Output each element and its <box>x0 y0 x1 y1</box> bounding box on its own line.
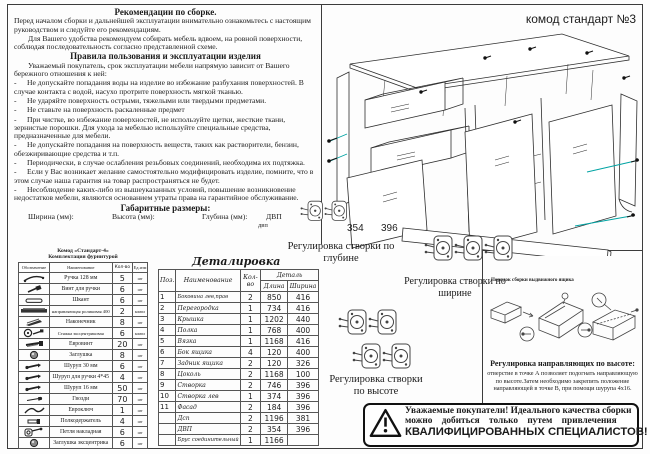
rule-item: - Несоблюдение каких-либо из вышеуказанных условий, повышение возникновение недостатков мебели, являются основанием утраты права на гарантийное обслуживание. <box>14 186 317 203</box>
pt-name-cell: Фасад <box>176 402 240 413</box>
rule-item: - Если у Вас возникает желание самостоятельно модифицировать изделие, помните, что в этом случае наша гарантия на товар распространяться не будет. <box>14 168 317 185</box>
pt-qty-cell: 2 <box>240 413 261 424</box>
hw-header-unit: Ед.изм <box>133 263 148 273</box>
parts-row <box>159 435 319 446</box>
hw-header-icon: Обозначение <box>19 263 50 273</box>
hw-qty-cell: 6 <box>112 361 132 372</box>
hinge-width-figure <box>424 232 522 271</box>
hw-name-cell: Шкант <box>49 295 112 306</box>
hw-unit-cell: шт <box>133 284 148 295</box>
parts-row <box>159 369 319 380</box>
nail-icon <box>19 394 50 405</box>
hw-name-cell: Шуруп 30 мм <box>49 361 112 372</box>
pt-name-cell: Створка лев <box>176 391 240 402</box>
parts-row <box>159 347 319 358</box>
hardware-row <box>19 350 148 361</box>
exploded-assembly-diagram <box>325 20 643 256</box>
hardware-title-line2: Комплектация фурнитурой <box>48 254 118 261</box>
rail-adjust-text: отверстие в точке А позволяет подогнать направляющую по высоте.Затем необходимо закрепить положение направляющей в точке В, при помощи шурупа 4х16. <box>487 370 638 393</box>
pt-length-cell: 1166 <box>261 435 288 446</box>
pt-name-cell: Дсп <box>176 413 240 424</box>
document-title: комод стандарт №3 <box>525 12 636 26</box>
pt-length-cell: 746 <box>261 380 288 391</box>
hardware-row <box>19 427 148 438</box>
hw-header-qty: Кол-во <box>112 263 132 273</box>
pt-header-detail: Деталь <box>261 270 319 281</box>
warning-triangle-icon <box>369 408 402 438</box>
hardware-row <box>19 372 148 383</box>
rules-title: Правила пользования и эксплуатации изделия <box>70 51 261 62</box>
hw-unit-cell: шт <box>133 427 148 438</box>
pt-header-pos: Поз. <box>159 270 176 292</box>
dowel-icon <box>19 295 50 306</box>
pt-width-cell: 396 <box>287 380 318 391</box>
hw-unit-cell: шт <box>133 394 148 405</box>
pt-width-cell: 416 <box>287 336 318 347</box>
hardware-row <box>19 317 148 328</box>
pt-length-cell: 1202 <box>261 314 288 325</box>
pt-qty-cell: 2 <box>240 402 261 413</box>
pt-pos-cell: 7 <box>159 358 176 369</box>
pt-length-cell: 768 <box>261 325 288 336</box>
parts-row <box>159 402 319 413</box>
hw-unit-cell: шт <box>133 405 148 416</box>
pt-width-cell: 396 <box>287 391 318 402</box>
pt-length-cell: 120 <box>261 347 288 358</box>
pt-pos-cell <box>159 435 176 446</box>
adjust-depth-caption: Регулировка створки по глубине <box>287 241 395 264</box>
hw-name-cell: Винт для ручки <box>49 284 112 295</box>
hw-unit-cell: шт <box>133 372 148 383</box>
pt-width-cell: 400 <box>287 347 318 358</box>
pt-qty-cell: 2 <box>240 358 261 369</box>
hw-qty-cell: 6 <box>112 438 132 449</box>
hw-qty-cell: 8 <box>112 317 132 328</box>
pt-width-cell: 396 <box>287 424 318 435</box>
pt-name-cell: Цоколь <box>176 369 240 380</box>
hw-name-cell: Ручка 128 мм <box>49 273 112 284</box>
pt-length-cell: 1168 <box>261 369 288 380</box>
screw-icon <box>19 372 50 383</box>
hw-unit-cell: компл <box>133 306 148 317</box>
hw-unit-cell: компл <box>133 328 148 339</box>
hw-name-cell: Петля накладная <box>49 427 112 438</box>
hinge-depth-figure <box>300 198 354 229</box>
pt-name-cell: Перегородка <box>176 303 240 314</box>
pt-width-cell: 416 <box>287 292 318 303</box>
pt-qty-cell: 1 <box>240 303 261 314</box>
pt-pos-cell: 3 <box>159 314 176 325</box>
parts-header-row <box>159 270 319 281</box>
shelf-support-icon <box>19 416 50 427</box>
hw-name-cell: Полкодержатель <box>49 416 112 427</box>
recommendations-section <box>14 7 317 223</box>
hw-qty-cell: 4 <box>112 416 132 427</box>
rule-item: - При чистке, во избежание поверхностей, не используйте щетки, жесткие ткани, зернистые порошки. Для ухода за мебелью используйте специальные средства, предназначенные для мебели. <box>14 116 317 141</box>
pt-header-name: Наименование <box>176 270 240 292</box>
eccentric-icon <box>19 328 50 339</box>
rule-item: - Не ударяйте поверхность острыми, тяжелыми или твердыми предметами. <box>14 97 317 105</box>
pt-pos-cell: 6 <box>159 347 176 358</box>
hardware-table <box>18 262 148 449</box>
pt-name-cell: Вязка <box>176 336 240 347</box>
rule-item: - Не ставьте на поверхность раскаленные предмет <box>14 106 317 114</box>
plug-icon <box>19 438 50 449</box>
hw-unit-cell: шт <box>133 317 148 328</box>
hardware-row <box>19 383 148 394</box>
pt-width-cell: 416 <box>287 303 318 314</box>
parts-row <box>159 413 319 424</box>
pt-header-length: Длина <box>261 281 288 292</box>
parts-table-title: Деталировка <box>192 255 281 268</box>
pt-pos-cell: 2 <box>159 303 176 314</box>
hw-name-cell: Заглушка эксцентрика <box>49 438 112 449</box>
pt-width-cell: 100 <box>287 369 318 380</box>
hw-unit-cell: шт <box>133 416 148 427</box>
pt-width-cell: 326 <box>287 358 318 369</box>
pt-width-cell: 400 <box>287 325 318 336</box>
hinge-icon <box>19 427 50 438</box>
warning-text <box>405 406 648 438</box>
hw-unit-cell: шт <box>133 295 148 306</box>
parts-row <box>159 391 319 402</box>
parts-row <box>159 314 319 325</box>
hw-name-cell: Наконечник <box>49 317 112 328</box>
pt-name-cell: ДВП <box>176 424 240 435</box>
hardware-row <box>19 328 148 339</box>
adjust-width-caption: Регулировка створки по ширине <box>404 276 506 299</box>
hardware-row <box>19 394 148 405</box>
handle-icon <box>19 273 50 284</box>
pt-qty-cell: 1 <box>240 314 261 325</box>
drawer-assembly-title: Порядок сборки выдвижного ящика <box>491 278 574 283</box>
hw-unit-cell: шт <box>133 273 148 284</box>
dim-depth-label: Глубина (мм): <box>202 211 248 221</box>
pt-name-cell: Бок ящика <box>176 347 240 358</box>
hw-name-cell: Заглушка <box>49 350 112 361</box>
pt-length-cell: 734 <box>261 303 288 314</box>
parts-row <box>159 336 319 347</box>
pt-qty-cell: 2 <box>240 292 261 303</box>
pt-length-cell: 120 <box>261 358 288 369</box>
pt-width-cell: 440 <box>287 314 318 325</box>
hw-qty-cell: 4 <box>112 372 132 383</box>
rules-intro: Уважаемый покупатель, срок эксплуатации мебели напрямую зависит от Вашего бережного отношения к ней: <box>14 60 290 79</box>
hw-name-cell: Стяжка эксцентриковая <box>49 328 112 339</box>
pt-pos-cell: 5 <box>159 336 176 347</box>
hardware-table-title <box>18 248 148 261</box>
pt-length-cell: 1196 <box>261 413 288 424</box>
pt-pos-cell: 1 <box>159 292 176 303</box>
hardware-row <box>19 438 148 449</box>
hw-unit-cell: шт <box>133 438 148 449</box>
hardware-title-line1: Комод «Стандарт-4» <box>57 248 109 254</box>
hw-qty-cell: 6 <box>112 427 132 438</box>
hw-unit-cell: шт <box>133 350 148 361</box>
pt-width-cell <box>287 435 318 446</box>
pt-length-cell: 184 <box>261 402 288 413</box>
parts-table <box>158 269 319 446</box>
key-icon <box>19 405 50 416</box>
adjust-height-caption: Регулировка створки по высоте <box>329 374 423 397</box>
hw-qty-cell: 50 <box>112 383 132 394</box>
pt-qty-cell: 2 <box>240 424 261 435</box>
hw-unit-cell: шт <box>133 339 148 350</box>
hw-name-cell: Евроключ <box>49 405 112 416</box>
pt-name-cell: Боковина лев,прав <box>176 292 240 303</box>
dimensions-row <box>14 213 317 223</box>
hw-qty-cell: 6 <box>112 284 132 295</box>
hw-qty-cell: 8 <box>112 350 132 361</box>
recommendations-para: Для Вашего удобства рекомендуем собирать мебель вдвоем, на ровной поверхности, соблюдая последовательность согласно представленной схеме. <box>14 33 303 52</box>
rail-adjust-title: Регулировка направляющих по высоте: <box>490 359 635 368</box>
hardware-row <box>19 405 148 416</box>
warning-line2: можно добиться только путем привлечения <box>405 416 617 426</box>
pt-length-cell: 1168 <box>261 336 288 347</box>
parts-row <box>159 424 319 435</box>
pt-header-qty: Кол-во <box>240 270 261 292</box>
warning-line1: Уважаемые покупатели! Идеального качества сборки <box>405 406 632 416</box>
pt-width-cell: 381 <box>287 413 318 424</box>
hardware-row <box>19 284 148 295</box>
hardware-row <box>19 416 148 427</box>
pt-qty-cell: 1 <box>240 391 261 402</box>
drawer-assembly-figures <box>487 288 640 354</box>
hw-name-cell: направляющая роликовая 400 <box>49 306 112 317</box>
hw-qty-cell: 6 <box>112 295 132 306</box>
pt-qty-cell: 4 <box>240 347 261 358</box>
pt-pos-cell: 9 <box>159 380 176 391</box>
screw-icon <box>19 383 50 394</box>
hw-unit-cell: шт <box>133 383 148 394</box>
dim-height-label: Высота (мм): <box>112 211 155 221</box>
pt-length-cell: 850 <box>261 292 288 303</box>
parts-row <box>159 292 319 303</box>
pt-pos-cell: 4 <box>159 325 176 336</box>
parts-row <box>159 325 319 336</box>
dvp-label: ДВП <box>266 211 282 221</box>
pt-pos-cell <box>159 424 176 435</box>
rule-item: - Не допускайте попадания воды на изделие во избежание разбухания поверхностей. В случае контакта с водой, насухо протрите поверхность мягкой тканью. <box>14 79 317 96</box>
plug-icon <box>19 350 50 361</box>
pt-header-width: Ширина <box>287 281 318 292</box>
parts-row <box>159 358 319 369</box>
hw-name-cell: Евровинт <box>49 339 112 350</box>
pt-qty-cell: 2 <box>240 380 261 391</box>
dimensions-title: Габаритные размеры: <box>120 202 211 213</box>
pt-qty-cell: 2 <box>240 369 261 380</box>
recommendations-title: Рекомендации по сборке. <box>114 7 217 17</box>
hw-qty-cell: 70 <box>112 394 132 405</box>
pt-name-cell: Полка <box>176 325 240 336</box>
parts-row <box>159 303 319 314</box>
pt-width-cell: 396 <box>287 402 318 413</box>
parts-row <box>159 380 319 391</box>
cap-icon <box>19 317 50 328</box>
rule-item: - Периодически, в случае ослабления резьбовых соединений, необходима их подтяжка. <box>14 159 317 167</box>
hw-qty-cell: 20 <box>112 339 132 350</box>
hw-qty-cell: 2 <box>112 306 132 317</box>
pt-pos-cell: 10 <box>159 391 176 402</box>
pt-pos-cell <box>159 413 176 424</box>
hardware-row <box>19 306 148 317</box>
pt-name-cell: Задник ящика <box>176 358 240 369</box>
hw-unit-cell: шт <box>133 361 148 372</box>
rail-icon <box>19 306 50 317</box>
bolt-icon <box>19 284 50 295</box>
pt-length-cell: 374 <box>261 391 288 402</box>
dim-width-label: Ширина (мм): <box>28 211 74 221</box>
hw-qty-cell: 5 <box>112 273 132 284</box>
pt-name-cell: Брус соединительный <box>176 435 240 446</box>
hw-qty-cell: 1 <box>112 405 132 416</box>
hw-name-cell: Шуруп 16 мм <box>49 383 112 394</box>
pt-qty-cell: 1 <box>240 336 261 347</box>
pt-name-cell: Крышка <box>176 314 240 325</box>
hw-qty-cell: 6 <box>112 328 132 339</box>
hardware-row <box>19 361 148 372</box>
hardware-row <box>19 295 148 306</box>
rule-item: - Не допускайте попадания на поверхность веществ, таких как растворители, бензин, обезжиривающие средства и т.п. <box>14 141 317 158</box>
hw-header-name: Наименование <box>49 263 112 273</box>
hw-name-cell: Шуруп для ручки 4*45 <box>49 372 112 383</box>
pt-qty-cell: 1 <box>240 325 261 336</box>
hw-name-cell: Гвозди <box>49 394 112 405</box>
pt-name-cell: Створка <box>176 380 240 391</box>
dim-396-label: 396 <box>381 223 398 234</box>
pt-length-cell: 354 <box>261 424 288 435</box>
dim-354-label: 354 <box>347 223 364 234</box>
pt-pos-cell: 8 <box>159 369 176 380</box>
pt-qty-cell: 1 <box>240 435 261 446</box>
dvp-small-label: двп <box>258 222 268 229</box>
screw-icon <box>19 361 50 372</box>
hardware-header-row <box>19 263 148 273</box>
warning-line3: КВАЛИФИЦИРОВАННЫХ СПЕЦИАЛИСТОВ! <box>405 426 648 438</box>
euroscrew-icon <box>19 339 50 350</box>
hardware-row <box>19 273 148 284</box>
hardware-row <box>19 339 148 350</box>
pt-pos-cell: 11 <box>159 402 176 413</box>
recommendations-para: Перед началом сборки и дальнейшей эксплуатации внимательно ознакомьтесь с настоящим руководством и следуйте его рекомендациям. <box>14 16 311 34</box>
